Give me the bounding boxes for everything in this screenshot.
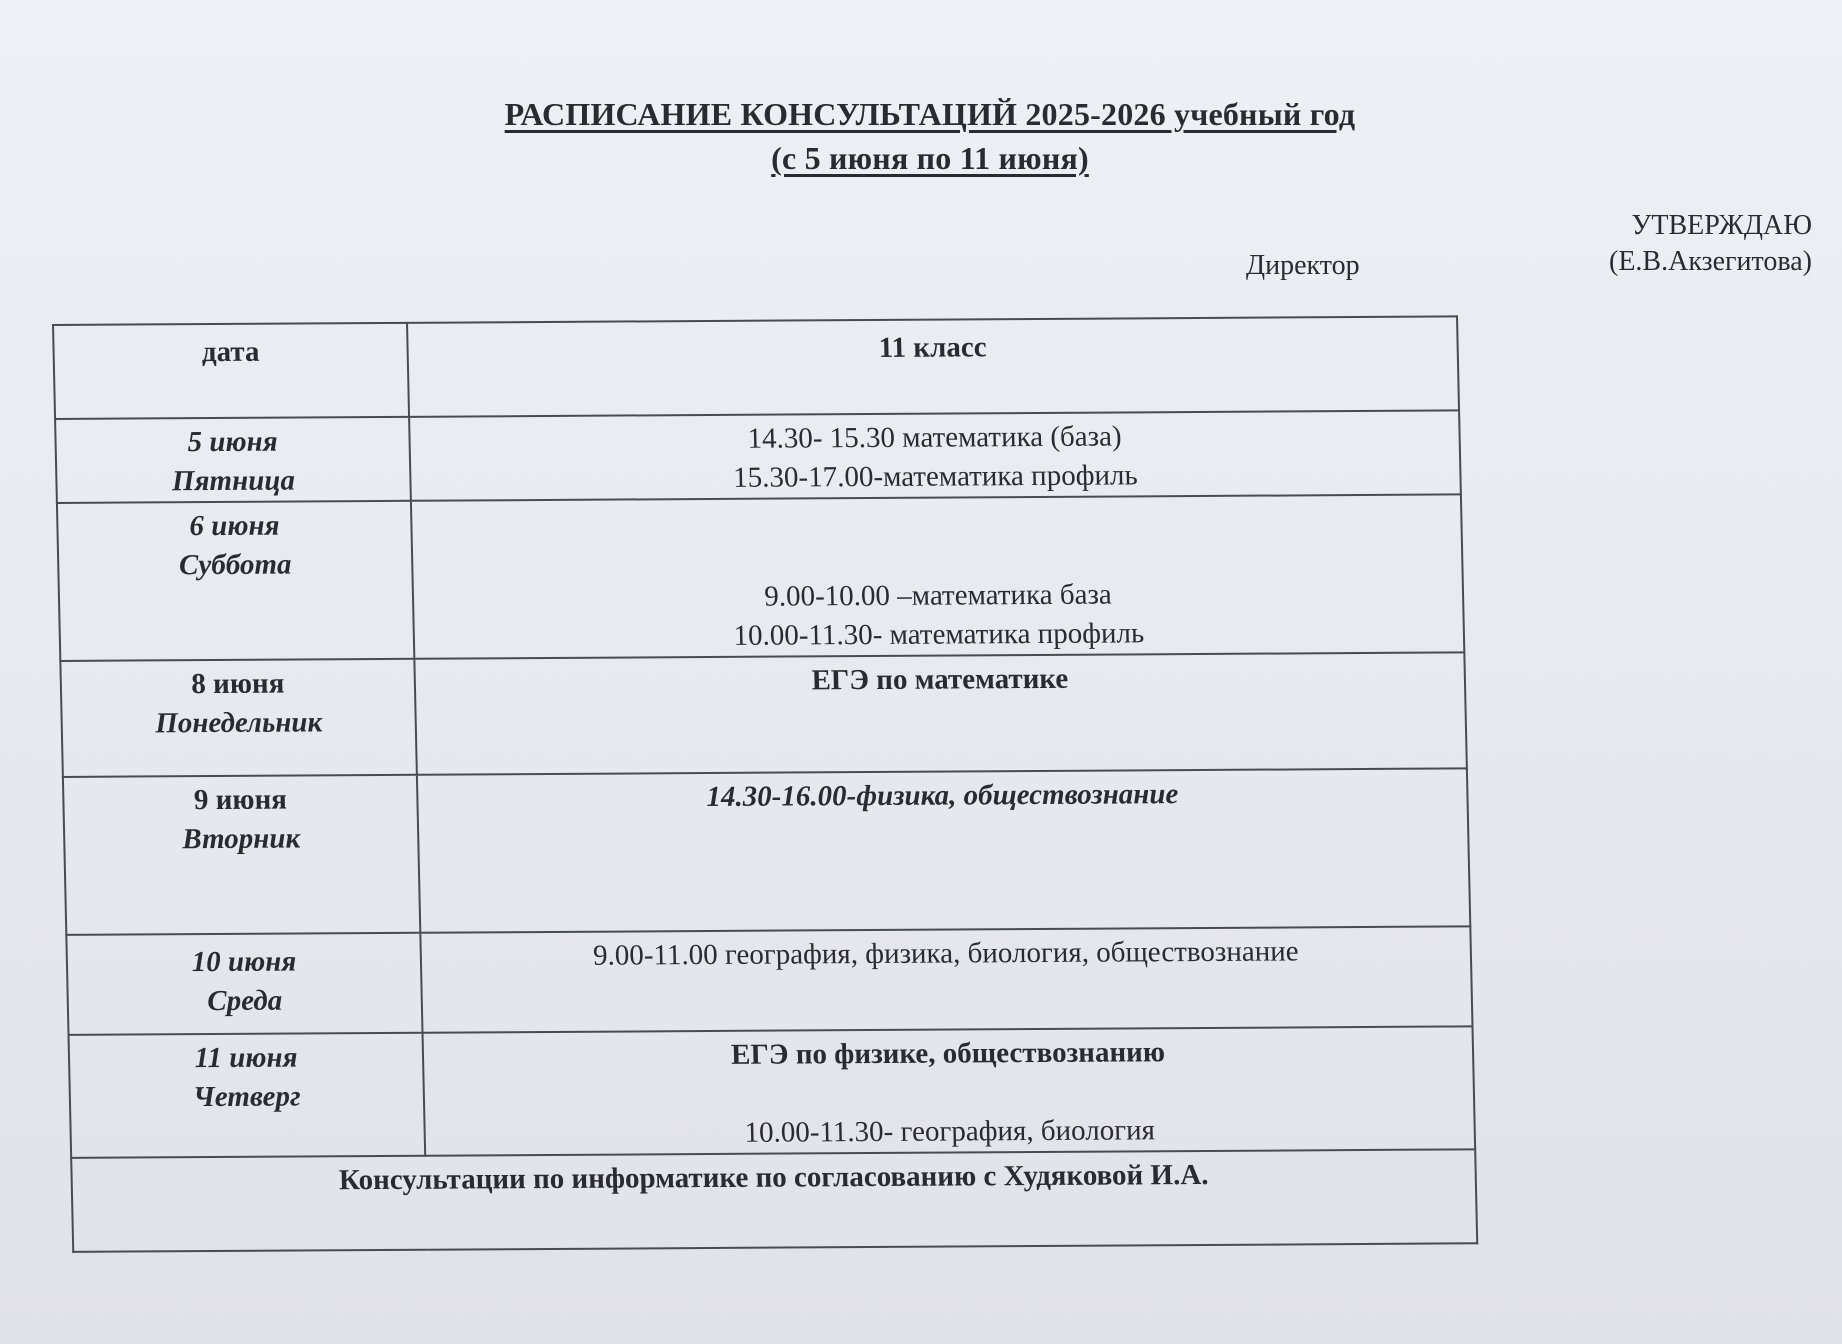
table-row [60,652,1467,777]
day-weekday: Четверг [192,1080,301,1114]
schedule-cell [414,652,1467,774]
header-date: дата [53,323,409,419]
date-cell [57,501,414,661]
approval-director-label: Директор [1246,250,1360,281]
schedule-line: 15.30-17.00-математика профиль [732,459,1138,494]
table-footer-row [71,1149,1477,1252]
date-cell [69,1033,426,1158]
day-date: 9 июня [193,783,288,817]
footer-note: Консультации по информатике по согласованию с Худяковой И.А. [71,1149,1477,1252]
day-weekday: Суббота [178,548,292,582]
day-date: 11 июня [194,1041,298,1075]
schedule-line: 9.00-10.00 –математика база [763,578,1113,613]
day-weekday: Вторник [182,822,301,856]
day-date: 8 июня [191,667,285,701]
line-spacer [424,1070,1473,1115]
table-row [63,768,1470,935]
schedule-cell [409,410,1461,500]
schedule-line: 14.30-16.00-физика, обществознание [706,778,1179,814]
schedule-cell [420,926,1472,1032]
day-weekday: Понедельник [154,706,323,740]
document-date-range: (с 5 июня по 11 июня) [771,140,1089,176]
table-row [55,410,1461,503]
day-date: 6 июня [189,509,280,543]
schedule-table [52,315,1478,1252]
schedule-line: 14.30- 15.30 математика (база) [747,420,1122,455]
approval-director-name: (Е.В.Акзегитова) [1609,246,1812,277]
schedule-line: 10.00-11.30- математика профиль [733,617,1145,652]
schedule-line: 9.00-11.00 география, физика, биология, обществознание [592,935,1299,972]
day-date: 10 июня [191,945,297,979]
schedule-line: 10.00-11.30- география, биология [744,1114,1156,1149]
table-row [66,926,1472,1035]
day-weekday: Среда [206,984,283,1018]
schedule-cell [417,768,1470,932]
date-cell [66,933,422,1035]
date-cell [63,775,420,935]
schedule-line: ЕГЭ по физике, обществознанию [730,1036,1166,1071]
day-weekday: Пятница [171,464,296,498]
schedule-line: ЕГЭ по математике [811,662,1069,697]
table-row [57,494,1464,661]
document-title: РАСПИСАНИЕ КОНСУЛЬТАЦИЙ 2025-2026 учебный год [504,96,1356,132]
schedule-cell [423,1026,1476,1155]
schedule-cell [411,494,1464,658]
header-class: 11 класс [407,316,1459,416]
table-header-row [53,316,1459,419]
day-date: 5 июня [187,425,278,459]
date-cell [55,417,411,503]
approval-word: УТВЕРЖДАЮ [1631,210,1812,241]
table-row [69,1026,1476,1158]
date-cell [60,659,417,777]
